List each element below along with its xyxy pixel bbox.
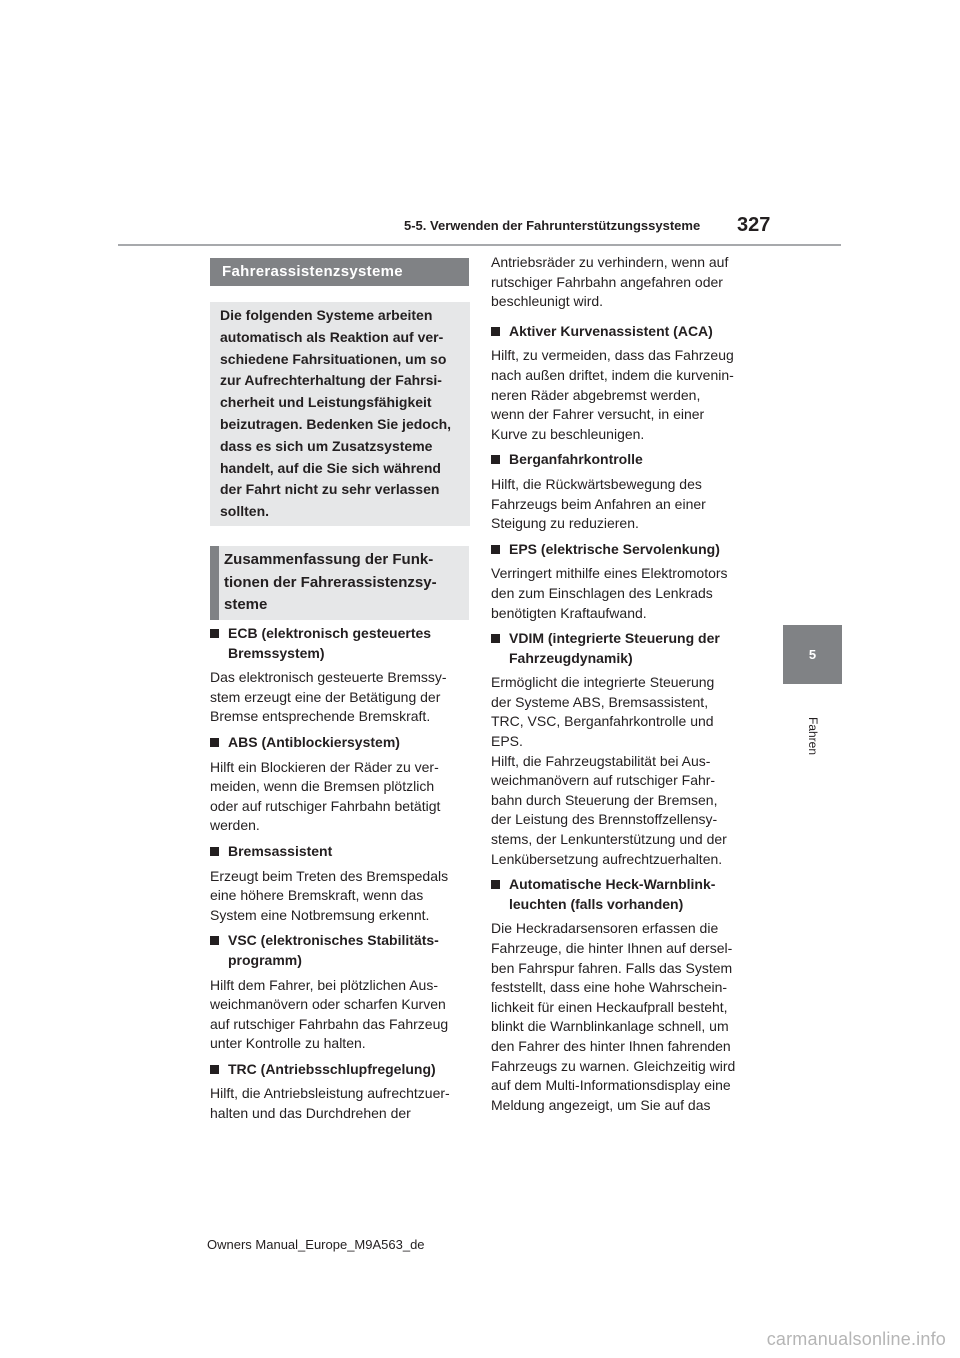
- chapter-number: 5: [808, 647, 817, 662]
- feature-title: Automatische Heck-Warnblink- leuchten (falls vorhanden): [491, 875, 753, 914]
- subheading-line: Zusammenfassung der Funk-: [224, 551, 434, 568]
- feature-item: [491, 322, 753, 445]
- feature-item: [210, 624, 472, 727]
- feature-item: [210, 1060, 472, 1124]
- feature-description: Hilft, zu vermeiden, dass das Fahrzeug nach außen driftet, indem die kurvenin- neren Räder abgebremst werden, wenn der Fahrer versucht, in einer Kurve zu beschleunigen.: [491, 347, 734, 442]
- square-bullet-icon: [210, 629, 219, 638]
- right-column: [491, 253, 753, 1121]
- feature-title: VDIM (integrierte Steuerung der Fahrzeugdynamik): [491, 629, 753, 668]
- feature-item: [210, 931, 472, 1054]
- footer-document-id: Owners Manual_Europe_M9A563_de: [207, 1237, 425, 1252]
- subsection-heading: [210, 546, 469, 620]
- chapter-tab[interactable]: [783, 625, 842, 684]
- feature-description: Hilft ein Blockieren der Räder zu ver- meiden, wenn die Bremsen plötzlich oder auf rutschiger Fahrbahn betätigt werden.: [210, 758, 441, 834]
- intro-line: Die folgenden Systeme arbeiten: [220, 307, 433, 323]
- feature-description: Hilft, die Antriebsleistung aufrechtzuer- halten und das Durchdrehen der: [210, 1085, 450, 1122]
- feature-description: Hilft dem Fahrer, bei plötzlichen Aus- weichmanövern oder scharfen Kurven auf rutschiger Fahrbahn das Fahrzeug unter Kontrolle zu halten.: [210, 976, 449, 1052]
- intro-line: sollten.: [220, 503, 270, 520]
- left-column: [210, 624, 472, 1130]
- square-bullet-icon: [491, 634, 500, 643]
- feature-description: Das elektronisch gesteuerte Bremssy- stem erzeugt eine der Betätigung der Bremse entsprechende Bremskraft.: [210, 669, 447, 725]
- feature-item: [491, 450, 753, 533]
- square-bullet-icon: [491, 455, 500, 464]
- feature-description: Hilft, die Rückwärtsbewegung des Fahrzeugs beim Anfahren an einer Steigung zu reduzieren.: [491, 475, 706, 532]
- feature-description: Ermöglicht die integrierte Steuerung der Systeme ABS, Bremsassistent, TRC, VSC, Berganfahrkontrolle und EPS. Hilft, die Fahrzeugstabilität bei Aus- weichmanövern auf rutschiger Fahr- bahn durch Steuerung der Bremsen, der Leistung des Brennstoffzellensy- stems, der Lenkunterstützung und der Lenkübersetzung aufrechtzuerhalten.: [491, 674, 727, 867]
- feature-item: [491, 629, 753, 869]
- square-bullet-icon: [210, 936, 219, 945]
- intro-line: schiedene Fahrsituationen, um so: [220, 350, 447, 367]
- continued-text: Antriebsräder zu verhindern, wenn auf rutschiger Fahrbahn angefahren oder beschleunigt wird.: [491, 254, 729, 310]
- section-heading: Fahrerassistenzsysteme: [210, 258, 469, 286]
- intro-line: dass es sich um Zusatzsysteme: [220, 437, 433, 454]
- feature-title: ECB (elektronisch gesteuertes Bremssystem): [210, 624, 472, 663]
- square-bullet-icon: [210, 847, 219, 856]
- chapter-side-label: [785, 716, 841, 756]
- feature-title: VSC (elektronisches Stabilitäts- programm): [210, 931, 472, 970]
- feature-item: [210, 733, 472, 836]
- intro-line: beizutragen. Bedenken Sie jedoch,: [220, 415, 452, 432]
- feature-title: Aktiver Kurvenassistent (ACA): [491, 322, 753, 342]
- watermark-text: carmanualsonline.info: [766, 1329, 946, 1349]
- intro-box: [210, 302, 470, 526]
- feature-title: Bremsassistent: [210, 842, 472, 862]
- intro-line: cherheit und Leistungsfähigkeit: [220, 394, 432, 411]
- intro-line: handelt, auf die Sie sich während: [220, 459, 441, 476]
- intro-line: automatisch als Reaktion auf ver-: [220, 328, 444, 345]
- feature-title: ABS (Antiblockiersystem): [210, 733, 472, 753]
- feature-description: Verringert mithilfe eines Elektromotors den zum Einschlagen des Lenkrads benötigten Kraftaufwand.: [491, 565, 728, 621]
- feature-description: Erzeugt beim Treten des Bremspedals eine höhere Bremskraft, wenn das System eine Notbremsung erkennt.: [210, 867, 449, 923]
- feature-item: [210, 842, 472, 925]
- square-bullet-icon: [210, 738, 219, 747]
- square-bullet-icon: [491, 880, 500, 889]
- intro-line: der Fahrt nicht zu sehr verlassen: [220, 481, 440, 498]
- header-section-title: 5-5. Verwenden der Fahrunterstützungssysteme: [404, 218, 701, 233]
- feature-item: [491, 540, 753, 623]
- feature-title: Berganfahrkontrolle: [491, 450, 753, 470]
- subheading-line: steme: [224, 596, 268, 614]
- square-bullet-icon: [210, 1065, 219, 1074]
- feature-title: EPS (elektrische Servolenkung): [491, 540, 753, 560]
- square-bullet-icon: [491, 545, 500, 554]
- chapter-label: Fahren: [806, 716, 820, 756]
- page-number: 327: [737, 214, 771, 236]
- feature-item: [491, 875, 753, 1115]
- square-bullet-icon: [491, 327, 500, 336]
- subheading-line: tionen der Fahrerassistenzsy-: [224, 573, 437, 591]
- feature-description: Die Heckradarsensoren erfassen die Fahrzeuge, die hinter Ihnen auf dersel- ben Fahrspur fahren. Falls das System feststellt, dass eine hohe Wahrschein- lichkeit für einen Heckaufprall besteht, blinkt die Warnblinkanlage schnell, um den Fahrer des hinter Ihnen fahrenden Fahrzeugs zu warnen. Gleichzeitig wird auf dem Multi-Informationsdisplay eine Meldung angezeigt, um Sie auf das: [491, 920, 736, 1113]
- feature-title: TRC (Antriebsschlupfregelung): [210, 1060, 472, 1080]
- header-divider: [118, 244, 841, 246]
- intro-line: zur Aufrechterhaltung der Fahrsi-: [220, 372, 442, 389]
